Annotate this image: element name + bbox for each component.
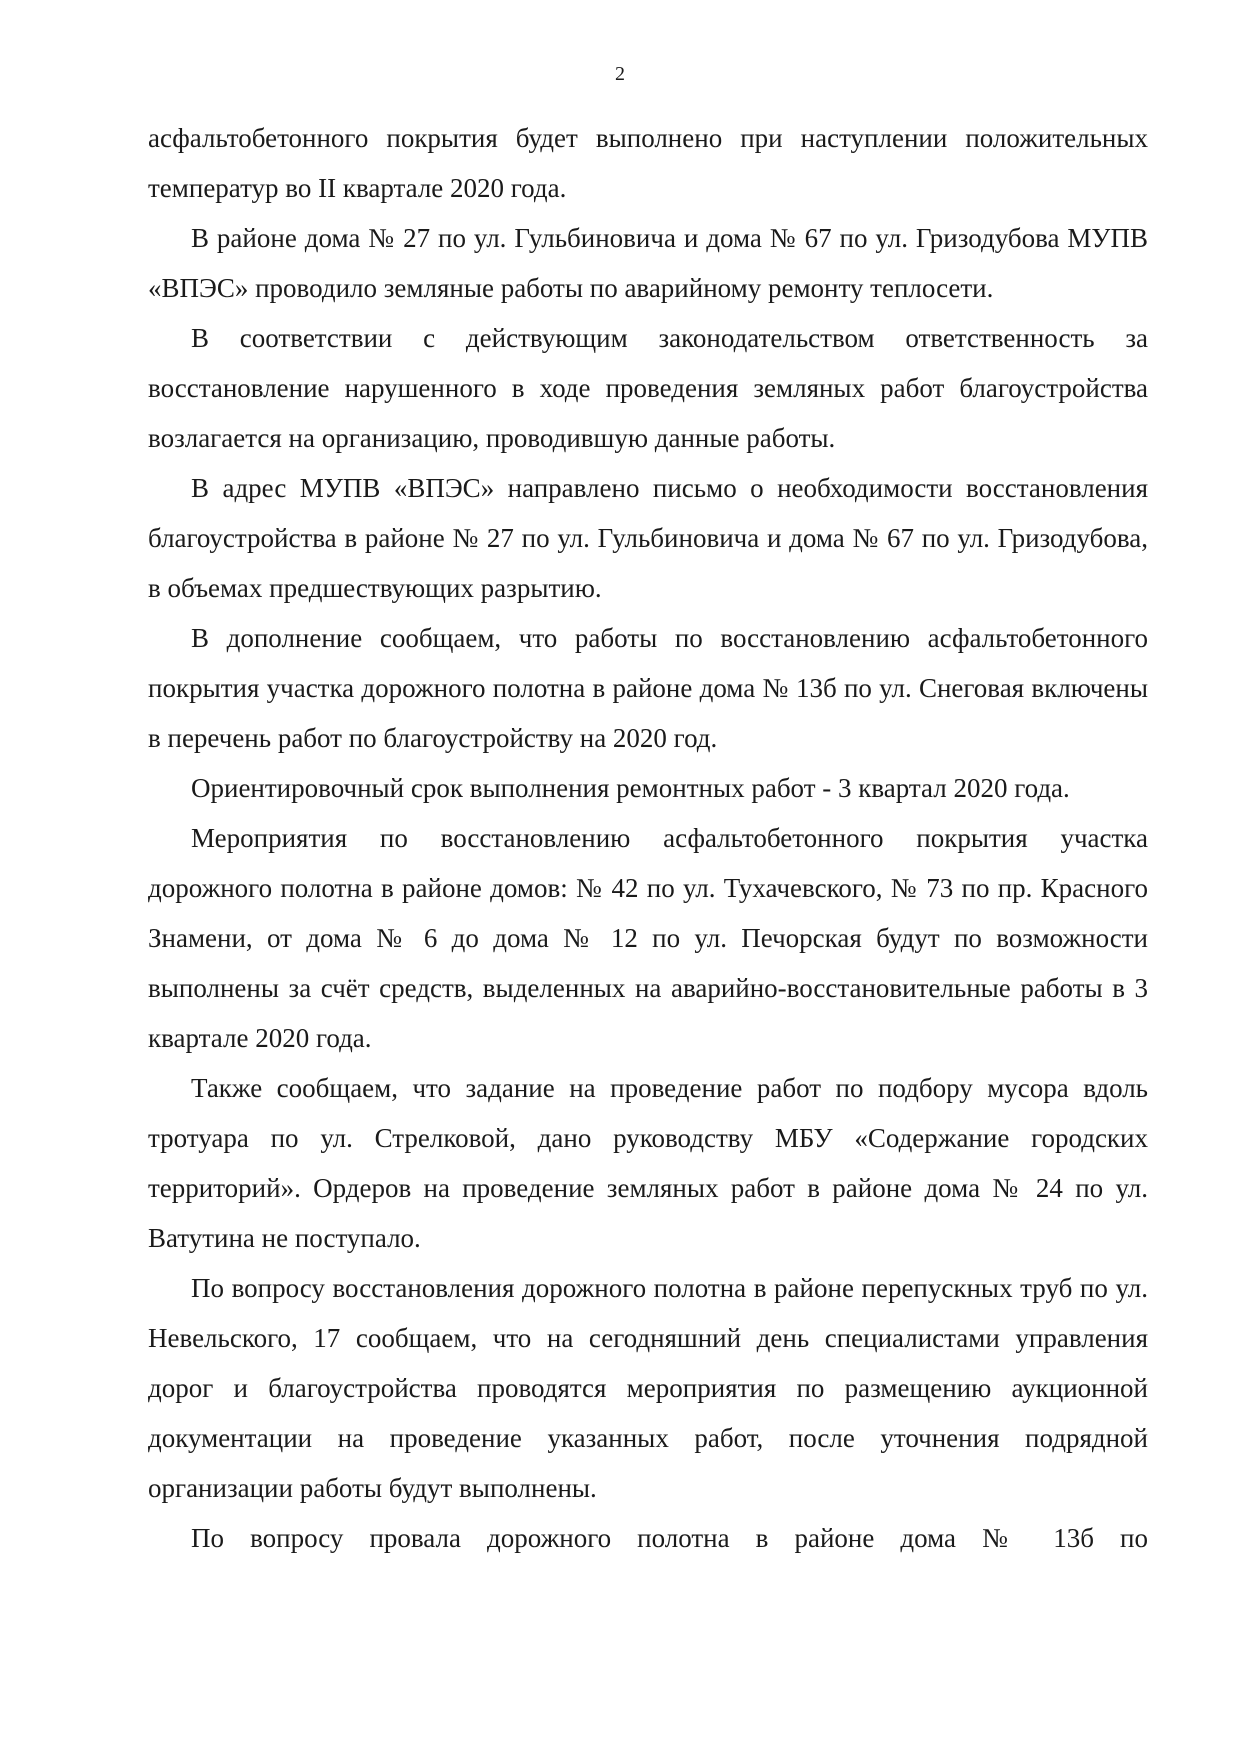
paragraph: По вопросу восстановления дорожного полотна в районе перепускных труб по ул. Невельского, 17 сообщаем, что на сегодняшний день специалистами управления дорог и благоустройства проводятся мероприятия по размещению аукционной документации на проведение указанных работ, после уточнения подрядной организации работы будут выполнены. xyxy=(148,1273,1148,1503)
paragraph: асфальтобетонного покрытия будет выполнено при наступлении положительных температур во II квартале 2020 года. xyxy=(148,123,1148,203)
paragraph: В соответствии с действующим законодательством ответственность за восстановление нарушенного в ходе проведения земляных работ благоустройства возлагается на организацию, проводившую данные работы. xyxy=(148,323,1148,453)
paragraph: Мероприятия по восстановлению асфальтобетонного покрытия участка дорожного полотна в районе домов: № 42 по ул. Тухачевского, № 73 по пр. Красного Знамени, от дома № 6 до дома № 12 по ул. Печорская будут по возможности выполнены за счёт средств, выделенных на аварийно-восстановительные работы в 3 квартале 2020 года. xyxy=(148,823,1148,1053)
document-body xyxy=(148,113,1148,1563)
page-number: 2 xyxy=(615,63,625,85)
paragraph: Ориентировочный срок выполнения ремонтных работ - 3 квартал 2020 года. xyxy=(191,773,1070,803)
paragraph: В дополнение сообщаем, что работы по восстановлению асфальтобетонного покрытия участка дорожного полотна в районе дома № 13б по ул. Снеговая включены в перечень работ по благоустройству на 2020 год. xyxy=(148,623,1148,753)
paragraph: В адрес МУПВ «ВПЭС» направлено письмо о необходимости восстановления благоустройства в районе № 27 по ул. Гульбиновича и дома № 67 по ул. Гризодубова, в объемах предшествующих разрытию. xyxy=(148,473,1148,603)
paragraph: В районе дома № 27 по ул. Гульбиновича и дома № 67 по ул. Гризодубова МУПВ «ВПЭС» проводило земляные работы по аварийному ремонту теплосети. xyxy=(148,223,1148,303)
paragraph: По вопросу провала дорожного полотна в районе дома № 13б по xyxy=(191,1523,1148,1553)
paragraph: Также сообщаем, что задание на проведение работ по подбору мусора вдоль тротуара по ул. Стрелковой, дано руководству МБУ «Содержание городских территорий». Ордеров на проведение земляных работ в районе дома № 24 по ул. Ватутина не поступало. xyxy=(148,1073,1148,1253)
